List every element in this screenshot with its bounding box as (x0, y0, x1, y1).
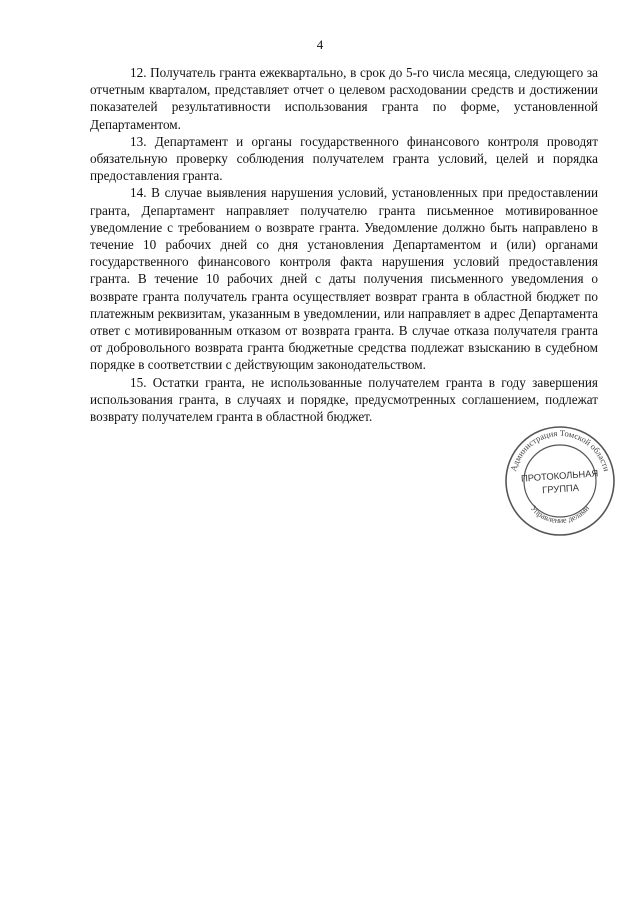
paragraph-12: 12. Получатель гранта ежеквартально, в срок до 5-го числа месяца, следующего за отчетным кварталом, представляет отчет о целевом расходовании средств и достижении показателей результативности использования гранта по форме, установленной Департаментом. (90, 65, 598, 132)
stamp-ring-text: Администрация Томской области (508, 427, 612, 473)
stamp-bottom-text: Управление делами (528, 503, 592, 526)
paragraph-13: 13. Департамент и органы государственного финансового контроля проводят обязательную проверку соблюдения получателем гранта условий, целей и порядка предоставления гранта. (90, 133, 598, 184)
stamp-seal-icon (503, 424, 617, 538)
stamp-center-line1: ПРОТОКОЛЬНАЯ (520, 467, 599, 484)
paragraph-15: 15. Остатки гранта, не использованные получателем гранта в году завершения использования гранта, в случаях и порядке, предусмотренных соглашением, подлежат возврату получателем гранта в областной бюджет. (90, 374, 598, 425)
paragraph-14: 14. В случае выявления нарушения условий, установленных при предоставлении гранта, Департамент направляет получателю гранта письменное мотивированное уведомление с требованием о возврате гранта. Уведомление должно быть направлено в течение 10 рабочих дней со дня установления Департаментом и (или) органами государственного финансового контроля факта нарушения условий предоставления гранта. В течение 10 рабочих дней с даты получения письменного уведомления о возврате гранта получатель гранта осуществляет возврат гранта в областной бюджет по платежным реквизитам, указанным в уведомлении, или направляет в адрес Департамента ответ с мотивированным отказом от возврата гранта. В случае отказа получателя гранта от добровольного возврата гранта бюджетные средства подлежат взысканию в судебном порядке в соответствии с действующим законодательством. (90, 185, 598, 373)
document-body (90, 64, 598, 425)
stamp-center-line2: ГРУППА (541, 481, 580, 496)
page-number: 4 (316, 37, 324, 52)
protocol-group-stamp (503, 424, 617, 538)
